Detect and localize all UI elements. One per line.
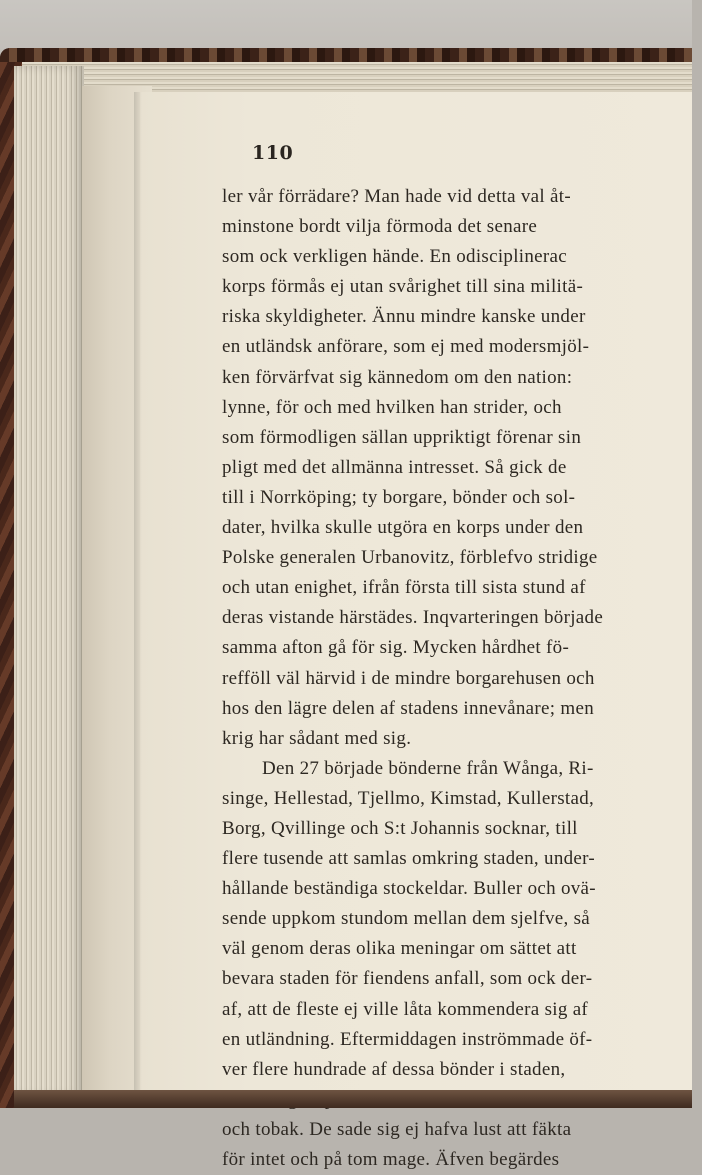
text-line: deras vistande härstädes. Inqvarteringen började — [222, 607, 604, 629]
text-line: flere tusende att samlas omkring staden, under- — [222, 848, 596, 870]
text-line: samma afton gå för sig. Mycken hårdhet fö- — [222, 637, 570, 659]
text-line: riska skyldigheter. Ännu mindre kanske under — [222, 306, 586, 328]
text-line: refföll väl härvid i de mindre borgarehusen och — [222, 667, 595, 689]
text-line: och utan enighet, ifrån första till sista stund af — [222, 577, 586, 599]
page-side-edges — [14, 66, 84, 1096]
text-line: korps förmås ej utan svårighet till sina militä- — [222, 276, 584, 298]
text-line: väl genom deras olika meningar om sättet att — [222, 938, 577, 960]
text-line: Polske generalen Urbanovitz, förblefvo stridige — [222, 547, 598, 569]
page-text — [222, 182, 702, 1170]
text-line: bevara staden för fiendens anfall, som ock der- — [222, 968, 593, 990]
text-line: sende uppkom stundom mellan dem sjelfve, så — [222, 908, 591, 930]
page-number: 110 — [252, 142, 294, 164]
text-line: som förmodligen sällan uppriktigt förenar sin — [222, 426, 582, 448]
text-line: som ock verkligen hände. En odisciplinerac — [222, 246, 567, 268]
text-line: pligt med det allmänna intresset. Så gick de — [222, 456, 567, 478]
text-line: lynne, för och med hvilken han strider, och — [222, 396, 562, 418]
text-line: singe, Hellestad, Tjellmo, Kimstad, Kullerstad, — [222, 787, 595, 809]
text-line: Den 27 började bönderne från Wånga, Ri- — [262, 757, 594, 779]
book-cover-edge — [0, 48, 692, 62]
text-line: och tobak. De sade sig ej hafva lust att fäkta — [222, 1118, 572, 1140]
text-line: en utländsk anförare, som ej med modersmjöl- — [222, 336, 590, 358]
text-line: ler vår förrädare? Man hade vid detta val åt- — [222, 186, 571, 207]
text-line: ver flere hundrade af dessa bönder i staden, — [222, 1058, 566, 1080]
text-line: krig har sådant med sig. — [222, 727, 412, 749]
text-line: hos den lägre delen af stadens innevånare; men — [222, 697, 595, 719]
text-line: af, att de fleste ej ville låta kommendera sig af — [222, 998, 589, 1020]
text-line: för intet och på tom mage. Äfven begärdes — [222, 1149, 560, 1170]
text-line: hållande beständiga stockeldar. Buller och ovä- — [222, 878, 596, 900]
text-line: ken förvärfvat sig kännedom om den nation: — [222, 366, 573, 388]
text-line: Borg, Qvillinge och S:t Johannis socknar, till — [222, 817, 578, 839]
text-line: till i Norrköping; ty borgare, bönder och sol- — [222, 486, 576, 508]
text-line: dater, hvilka skulle utgöra en korps under den — [222, 517, 584, 539]
text-line: en utländning. Eftermiddagen inströmmade öf- — [222, 1028, 593, 1050]
text-line: minstone bordt vilja förmoda det senare — [222, 216, 538, 238]
book-bottom-edge — [14, 1090, 692, 1108]
